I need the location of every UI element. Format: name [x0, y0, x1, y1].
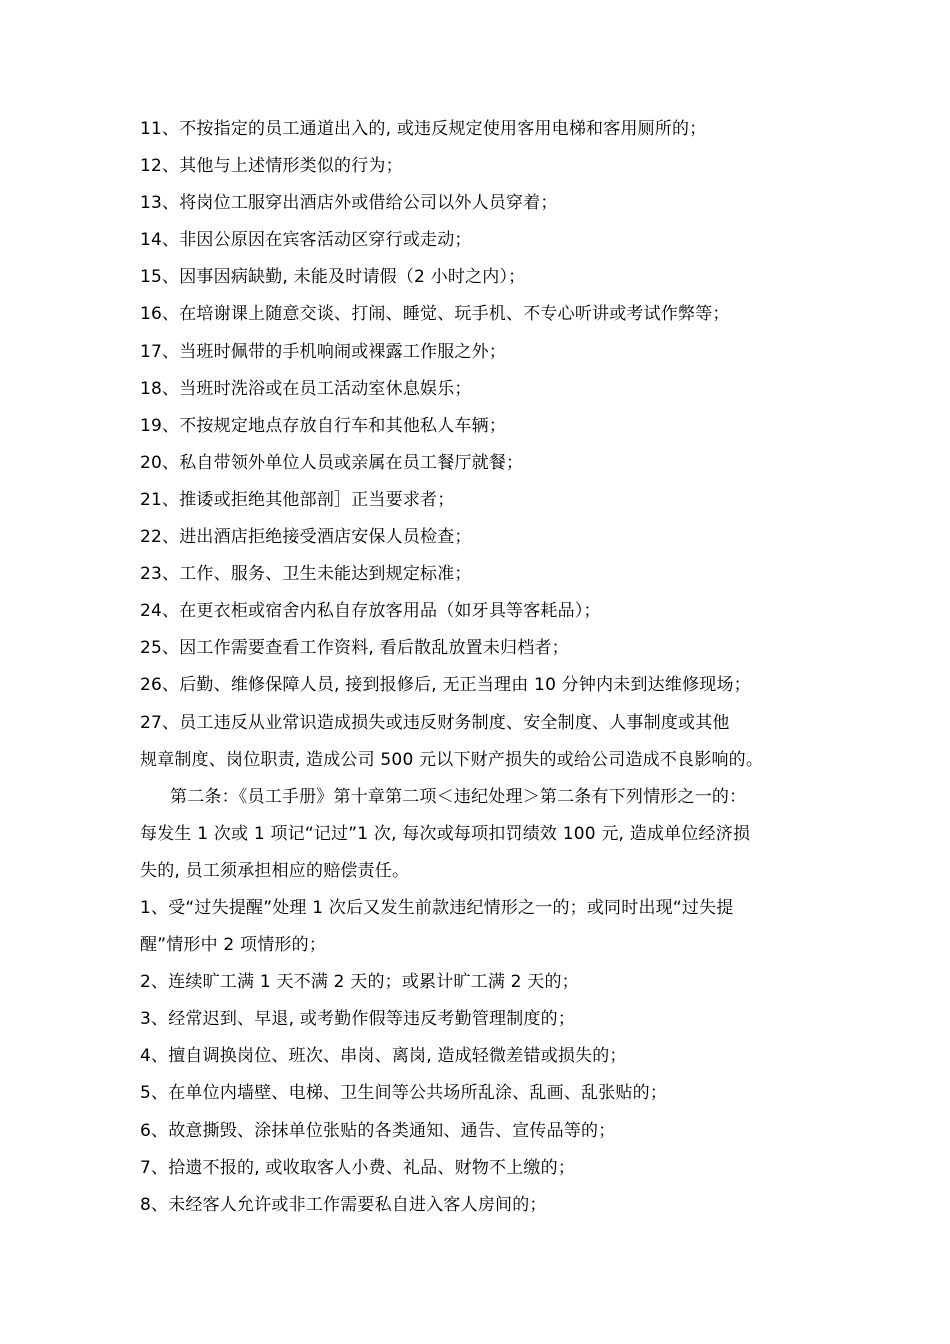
text-line: 2、连续旷工满 1 天不满 2 天的；或累计旷工满 2 天的；: [140, 972, 579, 993]
text-line: 5、在单位内墙壁、电梯、卫生间等公共场所乱涂、乱画、乱张贴的；: [140, 1083, 668, 1104]
text-line: 27、员工违反从业常识造成损失或违反财务制度、安全制度、人事制度或其他: [140, 712, 730, 733]
text-line: 24、在更衣柜或宿舍内私自存放客用品（如牙具等客耗品）；: [140, 601, 601, 622]
text-line: 11、不按指定的员工通道出入的, 或违反规定使用客用电梯和客用厕所的；: [140, 119, 707, 139]
text-line: 规章制度、岗位职责, 造成公司 500 元以下财产损失的或给公司造成不良影响的。: [140, 749, 764, 770]
text-line: 4、擅自调换岗位、班次、串岗、离岗, 造成轻微差错或损失的；: [140, 1046, 627, 1067]
text-line: 3、经常迟到、早退, 或考勤作假等违反考勤管理制度的；: [140, 1009, 576, 1030]
text-line: 13、将岗位工服穿出酒店外或借给公司以外人员穿着；: [140, 193, 558, 214]
text-line: 12、其他与上述情形类似的行为；: [140, 156, 403, 177]
text-line: 1、受“过失提醒”处理 1 次后又发生前款违纪情形之一的；或同时出现“过失提: [140, 897, 734, 918]
text-line: 失的, 员工须承担相应的赔偿责任。: [140, 860, 410, 881]
text-line: 25、因工作需要查看工作资料, 看后散乱放置未归档者；: [140, 638, 569, 659]
text-line: 19、不按规定地点存放自行车和其他私人车辆；: [140, 415, 507, 436]
text-line: 26、后勤、维修保障人员, 接到报修后, 无正当理由 10 分钟内未到达维修现场；: [140, 675, 751, 696]
text-line: 15、因事因病缺勤, 未能及时请假（2 小时之内）；: [140, 267, 526, 288]
text-line: 17、当班时佩带的手机响闹或裸露工作服之外；: [140, 341, 507, 362]
text-line: 醒”情形中 2 项情形的；: [140, 935, 327, 956]
text-line: 22、进出酒店拒绝接受酒店安保人员检查；: [140, 527, 472, 548]
document-body: [140, 111, 820, 1224]
text-line: 23、工作、服务、卫生未能达到规定标准；: [140, 564, 472, 585]
text-line: 14、非因公原因在宾客活动区穿行或走动；: [140, 230, 472, 251]
text-line: 8、未经客人允许或非工作需要私自进入客人房间的；: [140, 1194, 547, 1215]
text-line: 6、故意撕毁、涂抹单位张贴的各类通知、通告、宣传品等的；: [140, 1120, 616, 1141]
text-line: 21、推诿或拒绝其他部剖］正当要求者；: [140, 489, 455, 510]
text-line: 7、拾遗不报的, 或收取客人小费、礼品、财物不上缴的；: [140, 1157, 576, 1178]
text-line: 18、当班时洗浴或在员工活动室休息娱乐；: [140, 378, 472, 399]
text-line: 20、私自带领外单位人员或亲属在员工餐厅就餐；: [140, 452, 524, 473]
text-line: 16、在培谢课上随意交谈、打闹、睡觉、玩手机、不专心听讲或考试作弊等；: [140, 304, 730, 325]
text-line: 每发生 1 次或 1 项记“记过”1 次, 每次或每项扣罚绩效 100 元, 造成单位经济损: [140, 823, 751, 844]
section-heading: 第二条：《员工手册》第十章第二项＜违纪处理＞第二条有下列情形之一的：: [170, 786, 747, 807]
